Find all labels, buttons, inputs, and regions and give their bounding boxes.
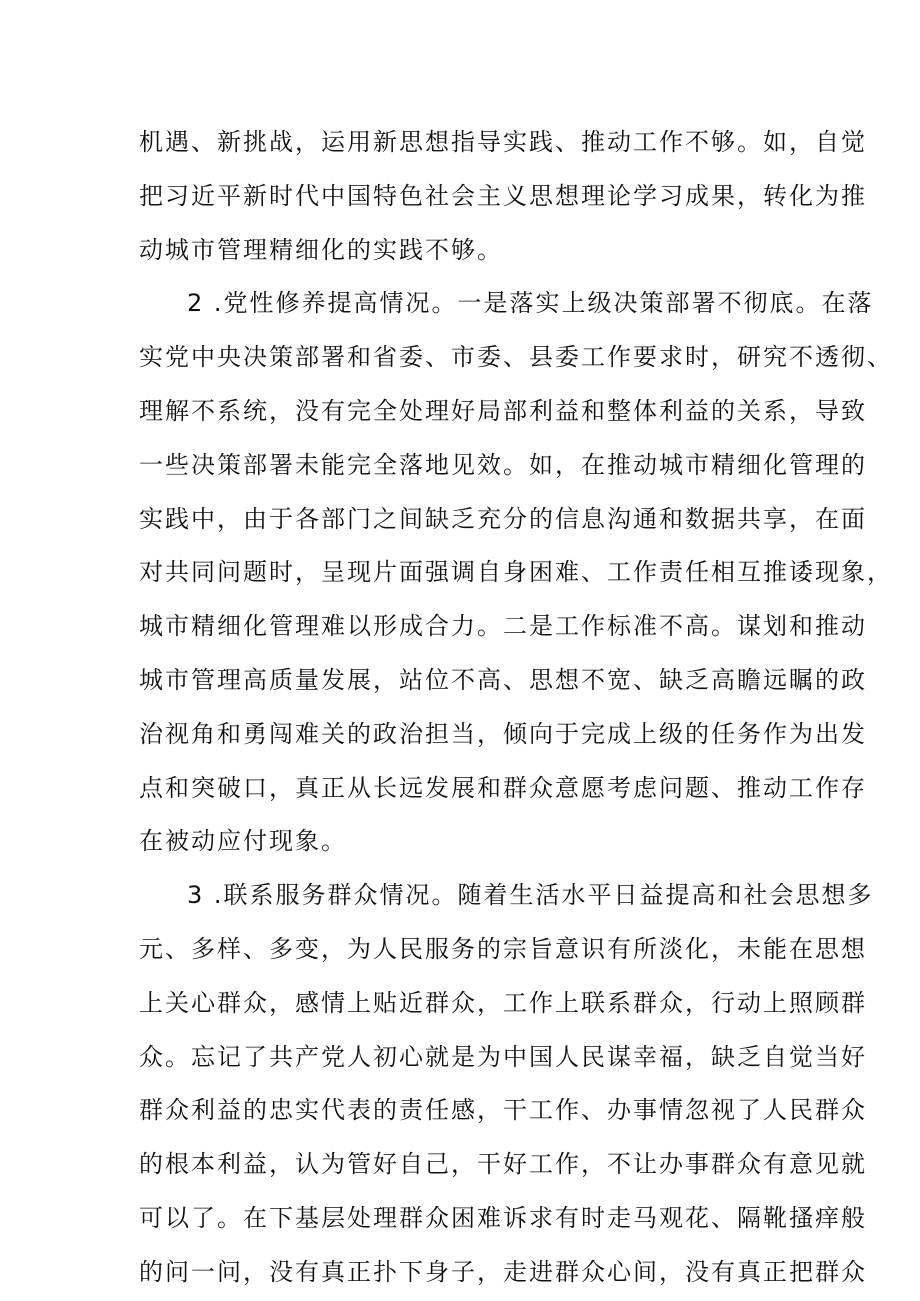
paragraph-2-line: 理解不系统，没有完全处理好局部利益和整体利益的关系，导致 xyxy=(139,396,867,425)
paragraph-3-line: 群众利益的忠实代表的责任感，干工作、办事情忽视了人民群众 xyxy=(139,1096,867,1125)
paragraph-2-line: 治视角和勇闯难关的政治担当，倾向于完成上级的任务作为出发 xyxy=(139,719,867,748)
paragraph-2-line: 2 .党性修养提高情况。一是落实上级决策部署不彻底。在落 xyxy=(187,289,874,318)
paragraph-2-line: 城市精细化管理难以形成合力。二是工作标准不高。谋划和推动 xyxy=(139,612,867,641)
paragraph-2-line: 在被动应付现象。 xyxy=(139,827,347,856)
paragraph-3-line: 的问一问，没有真正扑下身子，走进群众心间，没有真正把群众 xyxy=(139,1257,867,1286)
paragraph-3-line: 众。忘记了共产党人初心就是为中国人民谋幸福，缺乏自觉当好 xyxy=(139,1042,867,1071)
paragraph-2-line: 对共同问题时，呈现片面强调自身困难、工作责任相互推诿现象， xyxy=(139,558,893,587)
paragraph-1-line: 机遇、新挑战，运用新思想指导实践、推动工作不够。如，自觉 xyxy=(139,128,867,156)
paragraph-3-line: 可以了。在下基层处理群众困难诉求有时走马观花、隔靴搔痒般 xyxy=(139,1203,867,1232)
paragraph-2-line: 实党中央决策部署和省委、市委、县委工作要求时，研究不透彻、 xyxy=(139,343,893,372)
paragraph-2-line: 实践中，由于各部门之间缺乏充分的信息沟通和数据共享，在面 xyxy=(139,504,867,533)
paragraph-3-line: 上关心群众，感情上贴近群众，工作上联系群众，行动上照顾群 xyxy=(139,988,867,1017)
paragraph-3-line: 3 .联系服务群众情况。随着生活水平日益提高和社会思想多 xyxy=(187,881,874,910)
paragraph-1-line: 动城市管理精细化的实践不够。 xyxy=(139,235,503,264)
paragraph-3-line: 的根本利益，认为管好自己，干好工作，不让办事群众有意见就 xyxy=(139,1150,867,1179)
body-text xyxy=(139,116,893,1300)
paragraph-2-line: 点和突破口，真正从长远发展和群众意愿考虑问题、推动工作存 xyxy=(139,773,867,802)
paragraph-2-line: 一些决策部署未能完全落地见效。如，在推动城市精细化管理的 xyxy=(139,450,867,479)
paragraph-3-line: 元、多样、多变，为人民服务的宗旨意识有所淡化，未能在思想 xyxy=(139,934,867,963)
paragraph-2-line: 城市管理高质量发展，站位不高、思想不宽、缺乏高瞻远瞩的政 xyxy=(139,665,867,694)
paragraph-1-line: 把习近平新时代中国特色社会主义思想理论学习成果，转化为推 xyxy=(139,181,867,210)
